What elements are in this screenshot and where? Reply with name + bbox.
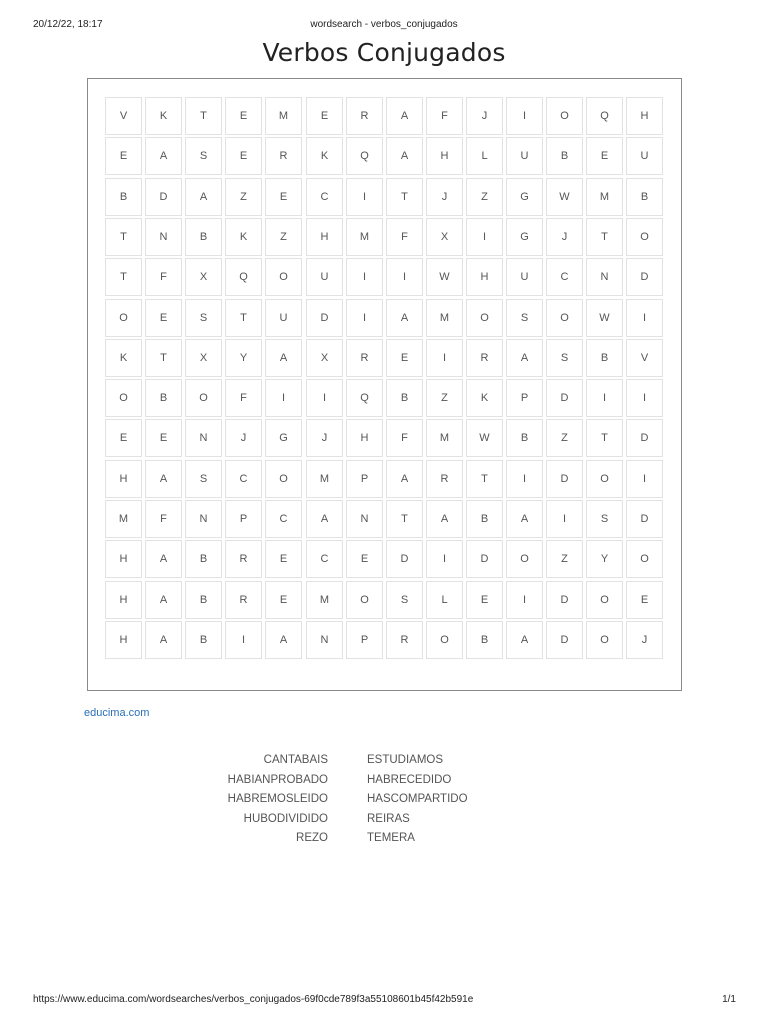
grid-cell: O — [626, 218, 663, 256]
grid-cell: E — [265, 581, 302, 619]
grid-cell: P — [225, 500, 262, 538]
grid-cell: R — [225, 540, 262, 578]
grid-cell: W — [586, 299, 623, 337]
word-list-item: TEMERA — [367, 832, 415, 844]
grid-cell: C — [306, 540, 343, 578]
grid-cell: A — [426, 500, 463, 538]
grid-cell: K — [466, 379, 503, 417]
grid-cell: S — [546, 339, 583, 377]
grid-cell: T — [105, 258, 142, 296]
grid-cell: I — [626, 460, 663, 498]
grid-cell: M — [306, 581, 343, 619]
grid-cell: I — [506, 460, 543, 498]
grid-cell: D — [546, 581, 583, 619]
grid-cell: T — [466, 460, 503, 498]
grid-cell: S — [586, 500, 623, 538]
grid-cell: N — [145, 218, 182, 256]
grid-cell: N — [346, 500, 383, 538]
grid-cell: S — [185, 460, 222, 498]
grid-cell: I — [626, 379, 663, 417]
grid-cell: R — [346, 339, 383, 377]
grid-cell: N — [306, 621, 343, 659]
grid-cell: M — [586, 178, 623, 216]
grid-cell: F — [145, 258, 182, 296]
grid-cell: X — [185, 258, 222, 296]
grid-cell: I — [626, 299, 663, 337]
grid-cell: R — [466, 339, 503, 377]
grid-cell: B — [386, 379, 423, 417]
grid-cell: Z — [426, 379, 463, 417]
grid-cell: O — [185, 379, 222, 417]
grid-cell: I — [506, 581, 543, 619]
grid-cell: E — [265, 540, 302, 578]
grid-cell: X — [185, 339, 222, 377]
grid-cell: O — [265, 258, 302, 296]
print-page-number: 1/1 — [722, 994, 736, 1005]
grid-cell: O — [586, 581, 623, 619]
grid-cell: O — [506, 540, 543, 578]
grid-cell: K — [225, 218, 262, 256]
grid-cell: M — [426, 419, 463, 457]
grid-cell: A — [145, 137, 182, 175]
grid-cell: W — [546, 178, 583, 216]
grid-cell: Y — [225, 339, 262, 377]
grid-cell: I — [346, 258, 383, 296]
grid-cell: E — [225, 97, 262, 135]
grid-cell: J — [466, 97, 503, 135]
grid-cell: K — [306, 137, 343, 175]
grid-cell: I — [386, 258, 423, 296]
grid-cell: M — [105, 500, 142, 538]
grid-cell: J — [546, 218, 583, 256]
grid-cell: Q — [225, 258, 262, 296]
grid-cell: W — [426, 258, 463, 296]
grid-cell: X — [306, 339, 343, 377]
grid-cell: G — [506, 178, 543, 216]
grid-cell: O — [626, 540, 663, 578]
grid-cell: D — [626, 419, 663, 457]
grid-cell: T — [386, 178, 423, 216]
grid-cell: F — [386, 419, 423, 457]
grid-cell: O — [265, 460, 302, 498]
word-list-item: REZO — [296, 832, 328, 844]
grid-cell: E — [145, 299, 182, 337]
grid-cell: I — [265, 379, 302, 417]
print-url: https://www.educima.com/wordsearches/verbos_conjugados-69f0cde789f3a55108601b45f42b591e — [33, 994, 474, 1005]
grid-cell: O — [466, 299, 503, 337]
grid-cell: B — [185, 581, 222, 619]
grid-cell: E — [105, 137, 142, 175]
grid-cell: N — [185, 500, 222, 538]
grid-cell: T — [586, 218, 623, 256]
grid-cell: I — [346, 299, 383, 337]
grid-cell: E — [626, 581, 663, 619]
grid-cell: T — [145, 339, 182, 377]
grid-cell: B — [546, 137, 583, 175]
grid-cell: A — [265, 339, 302, 377]
grid-cell: Z — [466, 178, 503, 216]
grid-cell: D — [546, 379, 583, 417]
grid-cell: I — [306, 379, 343, 417]
grid-cell: O — [105, 379, 142, 417]
grid-cell: E — [466, 581, 503, 619]
grid-cell: Z — [546, 540, 583, 578]
grid-cell: E — [586, 137, 623, 175]
grid-cell: B — [586, 339, 623, 377]
grid-cell: H — [105, 460, 142, 498]
grid-cell: P — [346, 460, 383, 498]
grid-cell: D — [306, 299, 343, 337]
grid-cell: B — [466, 621, 503, 659]
grid-cell: D — [546, 460, 583, 498]
grid-cell: N — [586, 258, 623, 296]
grid-cell: I — [426, 339, 463, 377]
word-list-item: ESTUDIAMOS — [367, 754, 444, 766]
grid-cell: A — [506, 500, 543, 538]
grid-cell: A — [145, 581, 182, 619]
grid-cell: J — [626, 621, 663, 659]
grid-cell: A — [506, 339, 543, 377]
grid-cell: A — [145, 540, 182, 578]
word-list-item: HABRECEDIDO — [367, 773, 452, 786]
grid-cell: F — [145, 500, 182, 538]
grid-cell: R — [426, 460, 463, 498]
grid-cell: O — [586, 460, 623, 498]
grid-cell: B — [506, 419, 543, 457]
grid-cell: A — [386, 460, 423, 498]
grid-cell: O — [546, 97, 583, 135]
grid-cell: N — [185, 419, 222, 457]
grid-cell: O — [426, 621, 463, 659]
grid-cell: O — [546, 299, 583, 337]
grid-cell: H — [626, 97, 663, 135]
grid-cell: E — [105, 419, 142, 457]
grid-cell: T — [105, 218, 142, 256]
grid-cell: H — [466, 258, 503, 296]
grid-cell: R — [386, 621, 423, 659]
grid-cell: M — [426, 299, 463, 337]
grid-cell: J — [306, 419, 343, 457]
grid-cell: V — [105, 97, 142, 135]
grid-cell: C — [225, 460, 262, 498]
word-list-item: REIRAS — [367, 812, 410, 825]
grid-cell: P — [506, 379, 543, 417]
grid-cell: T — [225, 299, 262, 337]
grid-cell: O — [105, 299, 142, 337]
grid-cell: D — [466, 540, 503, 578]
grid-cell: K — [105, 339, 142, 377]
grid-cell: J — [225, 419, 262, 457]
grid-cell: E — [346, 540, 383, 578]
grid-cell: M — [346, 218, 383, 256]
grid-cell: H — [105, 540, 142, 578]
word-list-right — [367, 751, 567, 849]
grid-cell: E — [225, 137, 262, 175]
grid-cell: S — [185, 137, 222, 175]
grid-cell: T — [586, 419, 623, 457]
grid-cell: B — [185, 540, 222, 578]
grid-cell: I — [346, 178, 383, 216]
grid-cell: S — [185, 299, 222, 337]
grid-cell: A — [265, 621, 302, 659]
grid-cell: R — [265, 137, 302, 175]
grid-cell: A — [386, 299, 423, 337]
grid-cell: I — [225, 621, 262, 659]
grid-cell: D — [626, 500, 663, 538]
grid-cell: Q — [346, 379, 383, 417]
grid-cell: M — [306, 460, 343, 498]
grid-cell: Z — [265, 218, 302, 256]
grid-cell: U — [265, 299, 302, 337]
grid-cell: T — [386, 500, 423, 538]
grid-cell: L — [466, 137, 503, 175]
grid-cell: H — [105, 581, 142, 619]
grid-cell: I — [546, 500, 583, 538]
grid-cell: C — [546, 258, 583, 296]
grid-cell: H — [426, 137, 463, 175]
grid-cell: A — [386, 137, 423, 175]
grid-cell: U — [506, 137, 543, 175]
grid-cell: I — [586, 379, 623, 417]
grid-cell: Q — [346, 137, 383, 175]
grid-cell: D — [546, 621, 583, 659]
grid-cell: D — [145, 178, 182, 216]
grid-cell: M — [265, 97, 302, 135]
word-list-item: HABREMOSLEIDO — [227, 793, 328, 805]
grid-cell: A — [306, 500, 343, 538]
grid-cell: B — [185, 218, 222, 256]
grid-cell: R — [346, 97, 383, 135]
print-document-title: wordsearch - verbos_conjugados — [310, 19, 458, 30]
grid-cell: R — [225, 581, 262, 619]
grid-cell: E — [306, 97, 343, 135]
grid-cell: U — [626, 137, 663, 175]
grid-cell: P — [346, 621, 383, 659]
letter-grid — [105, 97, 666, 676]
grid-cell: H — [346, 419, 383, 457]
grid-cell: D — [626, 258, 663, 296]
page-title: Verbos Conjugados — [262, 38, 506, 67]
grid-cell: G — [506, 218, 543, 256]
grid-cell: Q — [586, 97, 623, 135]
word-list-item: HABIANPROBADO — [227, 773, 328, 786]
grid-cell: E — [386, 339, 423, 377]
grid-cell: E — [145, 419, 182, 457]
grid-cell: T — [185, 97, 222, 135]
grid-cell: U — [306, 258, 343, 296]
grid-cell: K — [145, 97, 182, 135]
grid-cell: O — [586, 621, 623, 659]
grid-cell: I — [466, 218, 503, 256]
word-list-item: CANTABAIS — [263, 754, 328, 766]
grid-cell: A — [145, 460, 182, 498]
grid-cell: A — [506, 621, 543, 659]
grid-cell: H — [306, 218, 343, 256]
word-list-item: HUBODIVIDIDO — [243, 812, 328, 825]
grid-cell: D — [386, 540, 423, 578]
print-datetime: 20/12/22, 18:17 — [33, 19, 103, 30]
grid-cell: F — [426, 97, 463, 135]
grid-cell: B — [145, 379, 182, 417]
grid-cell: U — [506, 258, 543, 296]
grid-cell: S — [386, 581, 423, 619]
grid-cell: H — [105, 621, 142, 659]
brand-link[interactable]: educima.com — [84, 707, 150, 719]
grid-cell: Z — [225, 178, 262, 216]
grid-cell: J — [426, 178, 463, 216]
grid-cell: O — [346, 581, 383, 619]
grid-cell: B — [626, 178, 663, 216]
word-list-left — [190, 751, 328, 849]
grid-cell: F — [386, 218, 423, 256]
grid-cell: I — [506, 97, 543, 135]
grid-cell: W — [466, 419, 503, 457]
grid-cell: E — [265, 178, 302, 216]
word-list-item: HASCOMPARTIDO — [367, 793, 468, 805]
grid-cell: G — [265, 419, 302, 457]
grid-cell: X — [426, 218, 463, 256]
grid-cell: V — [626, 339, 663, 377]
grid-cell: A — [185, 178, 222, 216]
grid-cell: L — [426, 581, 463, 619]
grid-cell: C — [265, 500, 302, 538]
grid-cell: A — [145, 621, 182, 659]
grid-cell: A — [386, 97, 423, 135]
grid-cell: C — [306, 178, 343, 216]
grid-cell: B — [105, 178, 142, 216]
grid-cell: Z — [546, 419, 583, 457]
grid-cell: S — [506, 299, 543, 337]
grid-cell: I — [426, 540, 463, 578]
grid-cell: B — [466, 500, 503, 538]
grid-cell: Y — [586, 540, 623, 578]
grid-cell: B — [185, 621, 222, 659]
grid-cell: F — [225, 379, 262, 417]
